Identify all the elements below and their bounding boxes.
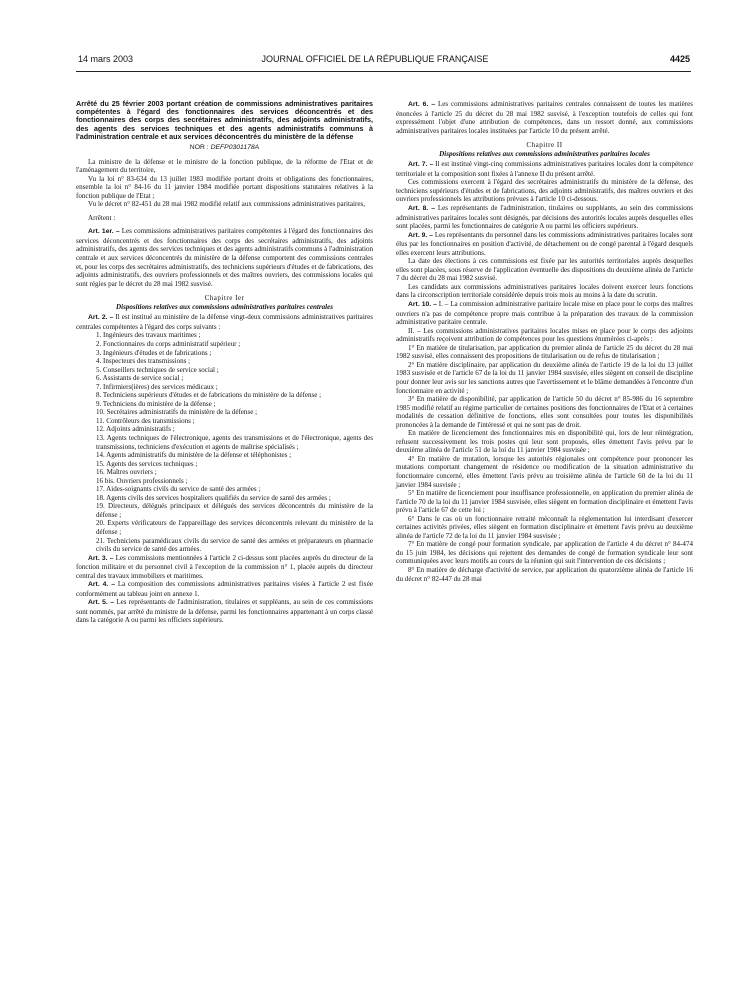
list-item: 15. Agents des services techniques ; bbox=[96, 459, 198, 468]
article-label: Art. 9. – bbox=[408, 231, 434, 239]
article-paragraph bbox=[76, 580, 373, 598]
body-paragraph: 5° En matière de licenciement pour insuffisance professionnelle, en application du premier alinéa de l'article 70 de la loi du 11 janvier 1984 susvisée, elles siègent en formation disciplinaire et émettent l'avis prévu à l'article 67 de cette loi ; bbox=[396, 489, 693, 515]
body-paragraph: II. – Les commissions administratives paritaires locales mises en place pour le corps des adjoints administratifs reçoivent attribution de compétences pour les questions énumérées ci-après : bbox=[396, 326, 693, 344]
header-page-number: 4425 bbox=[669, 54, 690, 64]
list-item: 16 bis. Ouvriers professionnels ; bbox=[96, 476, 188, 485]
body-paragraph: 7° En matière de congé pour formation syndicale, par application de l'article 4 du décret n° 84-474 du 15 juin 1984, les décisions qui rejettent des demandes de congé de formation syndicale leur sont communiquées avec leurs motifs au cours de la réunion qui suit l'intervention de ces décisions ; bbox=[396, 540, 693, 566]
list-item: 19. Directeurs, délégués principaux et délégués des services déconcentrés du ministère de la défense ; bbox=[96, 502, 373, 519]
body-paragraph: Vu la loi n° 83-634 du 13 juillet 1983 modifiée portant droits et obligations des fonctionnaires, ensemble la loi n° 84-16 du 11 janvier 1984 modifiée portant dispositions statutaires relatives à la fonction publique de l'Etat ; bbox=[76, 174, 373, 200]
article-paragraph bbox=[76, 313, 373, 331]
body-paragraph: 4° En matière de mutation, lorsque les autorités régionales ont compétence pour prononcer les mutations comportant changement de résidence ou modification de la situation administrative du fonctionnaire concerné, elles émettent l'avis prévu au troisième alinéa de l'article 60 de la loi du 11 janvier 1984 susvisée ; bbox=[396, 454, 693, 489]
list-item: 18. Agents civils des services hospitaliers qualifiés du service de santé des armées ; bbox=[96, 493, 331, 502]
page-header bbox=[60, 54, 690, 68]
list-item: 5. Conseillers techniques de service social ; bbox=[96, 365, 219, 374]
body-paragraph: La ministre de la défense et le ministre de la fonction publique, de la réforme de l'Etat et de l'aménagement du territoire, bbox=[76, 157, 373, 175]
list-item: 6. Assistants de service social ; bbox=[96, 374, 184, 383]
list-item: 14. Agents administratifs du ministère de la défense et téléphonistes ; bbox=[96, 451, 292, 460]
body-paragraph: En matière de licenciement des fonctionnaires mis en disponibilité qui, lors de leur réintégration, refusent successivement les trois postes qui leur sont proposés, elles émettent l'avis prévu par le deuxième alinéa de l'article 51 de la loi du 11 janvier 1984 susvisée ; bbox=[396, 429, 693, 455]
header-journal-title: JOURNAL OFFICIEL DE LA RÉPUBLIQUE FRANÇAISE bbox=[261, 54, 489, 64]
list-item: 21. Techniciens paramédicaux civils du service de santé des armées et préparateurs en pharmacie civils du service de santé des armées. bbox=[96, 536, 373, 554]
list-item: 3. Ingénieurs d'études et de fabrications ; bbox=[96, 348, 212, 357]
list-item: 20. Experts vérificateurs de l'appareillage des services déconcentrés relevant du ministère de la défense ; bbox=[96, 519, 373, 536]
article-label: Art. 6. – bbox=[408, 101, 436, 108]
body-paragraph: La date des élections à ces commissions est fixée par les autorités territoriales auprès desquelles elles sont placées, sous réserve de l'application éventuelle des dispositions du deuxième alinéa de l'article 7 du décret du 28 mai 1982 susvisé. bbox=[396, 257, 693, 283]
article-paragraph bbox=[76, 598, 373, 625]
chapter-heading: Chapitre II bbox=[526, 141, 563, 150]
article-paragraph bbox=[396, 160, 693, 178]
left-column bbox=[76, 100, 373, 625]
list-item: 17. Aides-soignants civils du service de santé des armées ; bbox=[96, 485, 261, 494]
chapter-heading: Chapitre Ier bbox=[204, 294, 245, 303]
body-paragraph: Vu le décret n° 82-451 du 28 mai 1982 modifié relatif aux commissions administratives paritaires, bbox=[88, 200, 365, 209]
nor-code: DEFP0301178A bbox=[210, 144, 260, 152]
list-item: 10. Secrétaires administratifs du ministère de la défense ; bbox=[96, 408, 258, 417]
list-item: 1. Ingénieurs des travaux maritimes ; bbox=[96, 331, 201, 340]
article-text: Il est institué au ministère de la défense vingt-deux commissions administratives paritaires centrales compétentes à l'égard des corps suivants : bbox=[76, 313, 373, 331]
list-item: 13. Agents techniques de l'électronique, agents des transmissions et de l'électronique, agents des transmissions, techniciens d'exécution et agents de maîtrise spécialisés ; bbox=[96, 433, 373, 451]
article-text: Il est institué vingt-cinq commissions administratives paritaires locales dont la compétence territoriale et la composition sont fixées à l'annexe II du présent arrêté. bbox=[396, 160, 693, 178]
article-label: Art. 2. – bbox=[88, 314, 114, 322]
body-paragraph: 3° En matière de disponibilité, par application de l'article 50 du décret n° 85-986 du 16 septembre 1985 modifié relatif au régime particulier de certaines positions des fonctionnaires de l'Etat et à certaines modalités de cessation définitive de fonctions, elles sont consultées pour toutes les disponibilités prononcées à la demande de l'intéressé et qui ne sont pas de droit. bbox=[396, 395, 693, 429]
article-label: Art. 8. – bbox=[408, 205, 436, 213]
nor-label: NOR : bbox=[189, 144, 211, 152]
decree-title: Arrêté du 25 février 2003 portant création de commissions administratives paritaires compétentes à l'égard des fonctionnaires des services déconcentrés et des fonctionnaires des corps des secrétaires administratifs, des adjoints administratifs, des agents des services techniques et des agents administratifs communs à l'administration centrale et aux services déconcentrés du ministère de la défense bbox=[76, 99, 373, 141]
header-date: 14 mars 2003 bbox=[78, 54, 134, 64]
article-text: Les représentants de l'administration, titulaires et suppléants, au sein de ces commissions sont nommés, par arrêté du ministre de la défense, parmi les fonctionnaires appartenant à un corps classé dans la catégorie A ou parmi les officiers supérieurs. bbox=[76, 598, 373, 625]
list-item: 11. Contrôleurs des transmissions ; bbox=[96, 416, 195, 425]
nor-reference bbox=[76, 144, 373, 153]
article-paragraph bbox=[76, 227, 373, 288]
list-item: 12. Adjoints administratifs ; bbox=[96, 425, 175, 434]
list-item: 7. Infirmiers(ières) des services médicaux ; bbox=[96, 382, 218, 391]
article-paragraph bbox=[396, 204, 693, 231]
article-text: Les commissions mentionnées à l'article 2 ci-dessus sont placées auprès du directeur de la fonction militaire et du personnel civil à l'exception de la commission n° 1, placée auprès du directeur central des travaux immobiliers et maritimes. bbox=[76, 553, 373, 580]
article-label: Art. 3. – bbox=[88, 554, 114, 562]
article-label: Art. 4. – bbox=[88, 581, 116, 589]
article-text: Les commissions administratives paritaires compétentes à l'égard des fonctionnaires des services déconcentrés et des fonctionnaires des corps des secrétaires administratifs, des adjoints administratifs, des agents des services techniques et des agents administratifs communs à l'administration centrale et aux services déconcentrés du ministère de la défense comportent des commissions centrales et, pour les corps des secrétaires administratifs, des techniciens supérieurs d'études et de fabrications, des adjoints administratifs, des ouvriers professionnels et des maîtres ouvriers, des commissions locales qui sont régies par le décret du 28 mai 1982 susvisé. bbox=[76, 227, 373, 288]
list-item: 9. Techniciens du ministère de la défense ; bbox=[96, 399, 216, 408]
chapter-title: Dispositions relatives aux commissions administratives paritaires locales bbox=[439, 149, 650, 158]
article-text: Les commissions administratives paritaires centrales connaissent de toutes les matières énoncées à l'article 25 du décret du 28 mai 1982 susvisé, à l'exception toutefois de celles qui font expressément l'objet d'une attribution de compétences, dans un ressort donné, aux commissions administratives paritaires locales instituées par l'article 10 du présent arrêté. bbox=[396, 100, 694, 135]
article-label: Art. 1er. – bbox=[88, 228, 120, 236]
article-paragraph bbox=[396, 231, 693, 258]
list-item: 2. Fonctionnaires du corps administratif supérieur ; bbox=[96, 339, 241, 348]
article-paragraph bbox=[76, 554, 373, 581]
article-text: La composition des commissions administratives paritaires visées à l'article 2 est fixée conformément au tableau joint en annexe 1. bbox=[76, 580, 373, 598]
body-paragraph: Ces commissions exercent à l'égard des secrétaires administratifs du ministère de la défense, des techniciens supérieurs d'études et de fabrications, des adjoints administratifs, des maîtres ouvriers et des ouvriers professionnels les attributions prévues à l'article 10 ci-dessous. bbox=[396, 178, 693, 204]
body-paragraph: Arrêtent : bbox=[88, 213, 116, 222]
article-paragraph bbox=[396, 100, 693, 135]
article-label: Art. 5. – bbox=[88, 599, 115, 607]
body-paragraph: 2° En matière disciplinaire, par application du deuxième alinéa de l'article 19 de la loi du 13 juillet 1983 susvisée et de l'article 67 de la loi du 11 janvier 1984 susvisée, elles siègent en conseil de discipline pour donner leur avis sur les sanctions autres que l'avertissement et le blâme demandées à l'encontre d'un fonctionnaire en activité ; bbox=[396, 360, 693, 395]
right-column bbox=[396, 100, 693, 583]
body-paragraph: 8° En matière de décharge d'activité de service, par application du quatorzième alinéa de l'article 16 du décret n° 82-447 du 28 mai bbox=[396, 565, 693, 583]
article-text: Les représentants de l'administration, titulaires ou suppléants, au sein des commissions administratives paritaires locales sont désignés, par décisions des autorités locales auprès desquelles elles sont placées, parmi les fonctionnaires de catégorie A ou parmi les officiers supérieurs. bbox=[396, 204, 694, 231]
list-item: 8. Techniciens supérieurs d'études et de fabrications du ministère de la défense ; bbox=[96, 391, 322, 400]
article-paragraph bbox=[396, 300, 693, 327]
body-paragraph: 6° Dans le cas où un fonctionnaire retraité méconnaît la réglementation lui interdisant d'exercer certaines activités privées, elles siègent en formation disciplinaire et émettent l'avis prévu au deuxième alinéa de l'article 72 de la loi du 11 janvier 1984 susvisée ; bbox=[396, 514, 693, 540]
body-paragraph: Les candidats aux commissions administratives paritaires locales doivent exercer leurs fonctions dans la circonscription territoriale considérée depuis trois mois au moins à la date du scrutin. bbox=[396, 282, 693, 300]
chapter-title: Dispositions relatives aux commissions administratives paritaires centrales bbox=[116, 302, 333, 311]
article-label: Art. 10. – bbox=[408, 301, 437, 309]
list-item: 16. Maîtres ouvriers ; bbox=[96, 468, 157, 477]
article-text: I. – La commission administrative paritaire locale mise en place pour le corps des maîtres ouvriers n'a pas de compétence propre mais contribue à la préparation des travaux de la commission administrative paritaire centrale. bbox=[396, 300, 693, 327]
header-rule bbox=[76, 71, 691, 72]
body-paragraph: 1° En matière de titularisation, par application du premier alinéa de l'article 25 du décret du 28 mai 1982 susvisé, elles connaissent des propositions de titularisation ou de refus de titularisation ; bbox=[396, 343, 693, 361]
list-item: 4. Inspecteurs des transmissions ; bbox=[96, 357, 191, 366]
article-text: Les représentants du personnel dans les commissions administratives paritaires locales sont élus par les fonctionnaires en position d'activité, de détachement ou de congé parental à l'égard desquels elles exercent leurs attributions. bbox=[396, 230, 693, 257]
article-label: Art. 7. – bbox=[408, 161, 434, 169]
